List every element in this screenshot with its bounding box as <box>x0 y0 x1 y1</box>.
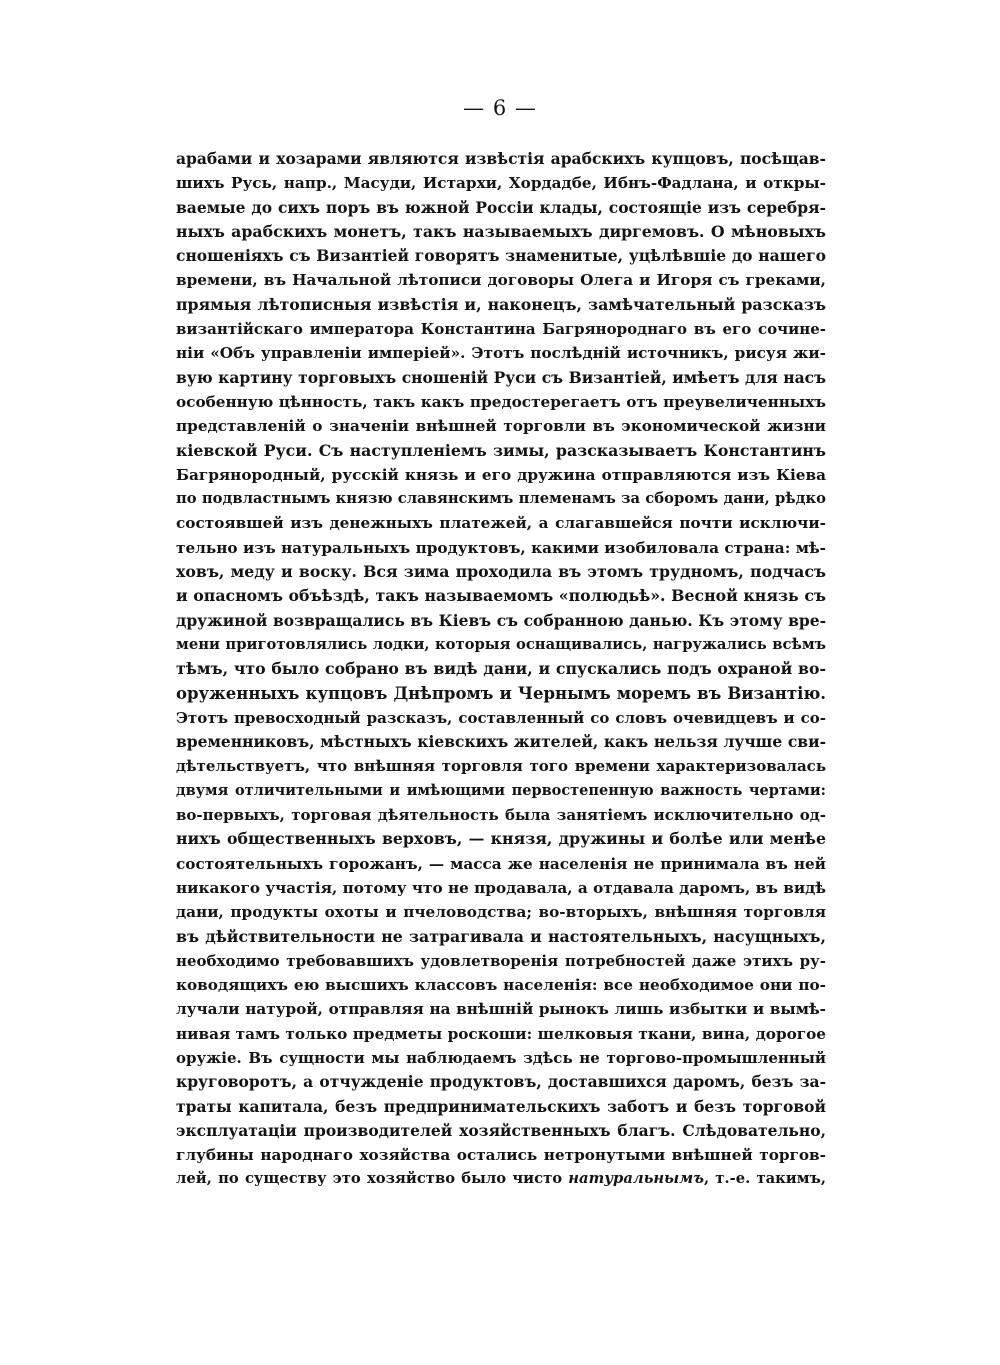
page-number: — 6 — <box>463 96 537 120</box>
text-line: тельно изъ натуральныхъ продуктовъ, какими изобиловала страна: мѣ- <box>176 538 826 557</box>
text-line: состоявшей изъ денежныхъ платежей, а слагавшейся почти исключи- <box>176 514 826 533</box>
text-line: нивая тамъ только предметы роскоши: шелковыя ткани, вина, дорогое <box>176 1024 826 1043</box>
text-line: въ дѣйствительности не затрагивала и настоятельныхъ, насущныхъ, <box>176 926 826 946</box>
text-line: дѣтельствуетъ, что внѣшняя торговля того времени характеризовалась <box>176 757 826 776</box>
last-line-start: лей, по существу это хозяйство было чисто <box>176 1170 569 1188</box>
last-line-end: , т.-е. такимъ, <box>703 1170 826 1188</box>
text-line: двумя отличительными и имѣющими первостепенную важность чертами: <box>176 781 826 799</box>
text-line: оружіе. Въ сущности мы наблюдаемъ здѣсь не торгово-промышленный <box>176 1048 826 1067</box>
text-line: вую картину торговыхъ сношеній Руси съ Византіей, имѣетъ для насъ <box>176 367 826 387</box>
text-line: шихъ Русь, напр., Масуди, Истархи, Хордадбе, Ибнъ-Фадлана, и откры- <box>176 174 826 193</box>
text-line: необходимо требовавшихъ удовлетворенія потребностей даже этихъ ру- <box>176 951 826 970</box>
emphasized-word: натуральнымъ <box>568 1170 704 1188</box>
text-line: ховъ, меду и воску. Вся зима проходила въ этомъ трудномъ, подчасъ <box>176 562 826 582</box>
text-line: во-первыхъ, торговая дѣятельность была занятіемъ исключительно од- <box>176 806 826 825</box>
text-line: времени, въ Начальной лѣтописи договоры Олега и Игоря съ греками, <box>176 271 826 290</box>
text-line: эксплуатаціи производителей хозяйственныхъ благъ. Слѣдовательно, <box>176 1120 826 1140</box>
text-line: ководящихъ ею высшихъ классовъ населенія: все необходимое они по- <box>176 976 826 995</box>
text-line: Багрянородный, русскій князь и его дружина отправляются изъ Кіева <box>176 465 826 484</box>
text-line: византійскаго императора Константина Багрянороднаго въ его сочине- <box>176 320 826 339</box>
text-line-last <box>176 1167 826 1191</box>
text-line: никакого участія, потому что не продавала, а отдавала даромъ, въ видѣ <box>176 878 826 897</box>
text-line: дани, продукты охоты и пчеловодства; во-вторыхъ, внѣшняя торговля <box>176 903 826 922</box>
text-line: временниковъ, мѣстныхъ кіевскихъ жителей, какъ нельзя лучше сви- <box>176 732 826 752</box>
text-line: нихъ общественныхъ верховъ, — князя, дружины и болѣе или менѣе <box>176 829 826 849</box>
text-line: лучали натурой, отправляя на внѣшній рынокъ лишь избытки и вымѣ- <box>176 1000 826 1019</box>
text-line: сношеніяхъ съ Византіей говорятъ знаменитые, уцѣлѣвшіе до нашего <box>176 246 826 266</box>
text-line: арабами и хозарами являются извѣстія арабскихъ купцовъ, посѣщав- <box>176 149 826 168</box>
text-line: тѣмъ, что было собрано въ видѣ дани, и спускались подъ охраной во- <box>176 659 826 679</box>
text-line: по подвластнымъ князю славянскимъ племенамъ за сборомъ дани, рѣдко <box>176 490 826 508</box>
text-line: мени приготовлялись лодки, которыя оснащивались, нагружались всѣмъ <box>176 635 826 653</box>
text-line: кіевской Руси. Съ наступленіемъ зимы, разсказываетъ Константинъ <box>176 440 826 460</box>
text-line: представленій о значеніи внѣшней торговли въ экономической жизни <box>176 417 826 436</box>
text-line: состоятельныхъ горожанъ, — масса же населенія не принимала въ ней <box>176 854 826 873</box>
text-line: дружиной возвращались въ Кіевъ съ собранною данью. Къ этому вре- <box>176 610 826 630</box>
body-text <box>176 147 826 1192</box>
text-line: траты капитала, безъ предпринимательскихъ заботъ и безъ торговой <box>176 1096 826 1116</box>
text-line: глубины народнаго хозяйства остались нетронутыми внѣшней торгов- <box>176 1146 826 1165</box>
text-line: и опасномъ объѣздѣ, такъ называемомъ «полюдьѣ». Весной князь съ <box>176 586 826 606</box>
text-line: прямыя лѣтописныя извѣстія и, наконецъ, замѣчательный разсказъ <box>176 294 826 314</box>
text-line: особенную цѣнность, такъ какъ предостерегаетъ отъ преувеличенныхъ <box>176 392 826 411</box>
text-line: ныхъ арабскихъ монетъ, такъ называемыхъ диргемовъ. О мѣновыхъ <box>176 221 826 241</box>
text-line: ніи «Объ управленіи имперіей». Этотъ послѣдній источникъ, рисуя жи- <box>176 344 826 363</box>
text-line: круговоротъ, а отчужденіе продуктовъ, доставшихся даромъ, безъ за- <box>176 1072 826 1092</box>
text-line: Этотъ превосходный разсказъ, составленный со словъ очевидцевъ и со- <box>176 708 826 727</box>
text-line: ваемые до сихъ поръ въ южной Россіи клады, состоящіе изъ серебря- <box>176 197 826 217</box>
text-line: оруженныхъ купцовъ Днѣпромъ и Чернымъ моремъ въ Византію. <box>176 683 826 703</box>
